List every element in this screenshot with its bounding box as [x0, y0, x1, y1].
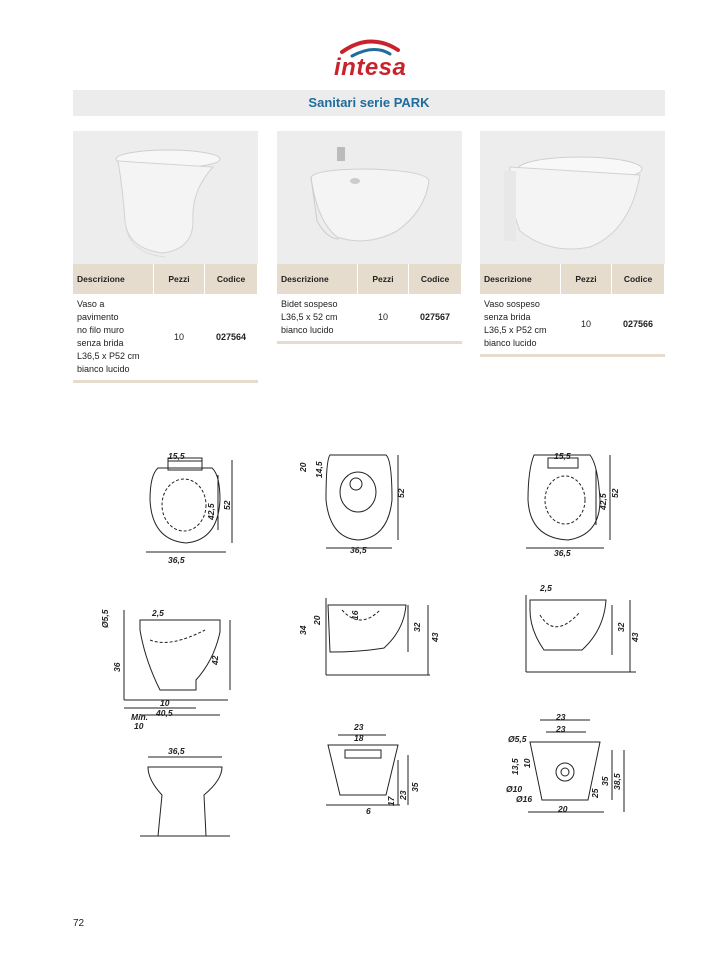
desc-line: Vaso a — [77, 299, 105, 309]
dim-label: 20 — [558, 804, 568, 814]
desc-line: bianco lucido — [281, 325, 334, 335]
dim-label: 10 — [160, 698, 170, 708]
dim-label: 43 — [430, 632, 440, 642]
header-codice: Codice — [205, 264, 258, 294]
dim-label: 43 — [630, 632, 640, 642]
dim-label: Ø16 — [516, 794, 533, 804]
product-codice: 027564 — [215, 331, 247, 342]
dim-label: 32 — [412, 622, 422, 632]
brand-logo: intesa — [334, 54, 407, 81]
dim-label: 23 — [354, 722, 364, 732]
page-title: Sanitari serie PARK — [308, 95, 430, 110]
product-codice: 027567 — [419, 312, 451, 322]
dim-label: 42 — [210, 655, 220, 665]
dim-label: 36,5 — [554, 548, 571, 558]
header-descrizione: Descrizione — [277, 264, 358, 294]
desc-line: L36,5 x 52 cm — [281, 312, 338, 322]
desc-line: bianco lucido — [484, 338, 537, 348]
header-pezzi: Pezzi — [154, 264, 205, 294]
dim-label: 10 — [522, 758, 532, 768]
desc-line: L36,5 x P52 cm — [77, 351, 140, 361]
dim-label: 35 — [410, 782, 420, 792]
dim-label: 23 — [556, 724, 566, 734]
dim-label: 36,5 — [350, 545, 367, 555]
dim-label: 16 — [350, 610, 360, 620]
dim-label: 23 — [398, 790, 408, 800]
dim-label: 20 — [298, 462, 308, 472]
dim-label: 17 — [386, 796, 396, 806]
desc-line: Bidet sospeso — [281, 299, 338, 309]
dim-label: 36,5 — [168, 555, 185, 565]
dim-label: Ø5,5 — [508, 734, 527, 744]
dim-label: 15,5 — [554, 451, 571, 461]
dim-label: 42,5 — [598, 493, 608, 510]
header-codice: Codice — [409, 264, 462, 294]
desc-line: pavimento — [77, 312, 119, 322]
dim-label: 23 — [556, 712, 566, 722]
header-codice: Codice — [612, 264, 665, 294]
dim-label: 13,5 — [510, 758, 520, 775]
dim-label: 18 — [354, 733, 364, 743]
dim-label: 52 — [222, 500, 232, 510]
desc-line: no filo muro — [77, 325, 125, 335]
dim-label: 42,5 — [206, 503, 216, 520]
dim-label: 36,5 — [168, 746, 185, 756]
dim-label: Ø5,5 — [100, 609, 110, 628]
product-codice: 027566 — [622, 318, 654, 329]
dim-label: 6 — [366, 806, 371, 816]
dim-label: 10 — [134, 721, 144, 731]
header-pezzi: Pezzi — [561, 264, 612, 294]
desc-line: senza brida — [484, 312, 531, 322]
dim-label: 35 — [600, 776, 610, 786]
dim-label: 34 — [298, 625, 308, 635]
dim-label: 52 — [610, 488, 620, 498]
dim-label: 2,5 — [152, 608, 164, 618]
dim-label: 40,5 — [156, 708, 173, 718]
header-descrizione: Descrizione — [480, 264, 561, 294]
dim-label: 32 — [616, 622, 626, 632]
dim-label: 15,5 — [168, 451, 185, 461]
dim-label: 20 — [312, 615, 322, 625]
dim-label: Min. — [131, 712, 148, 722]
header-descrizione: Descrizione — [73, 264, 154, 294]
dim-label: 14,5 — [314, 461, 324, 478]
dim-label: 25 — [590, 788, 600, 798]
header-pezzi: Pezzi — [358, 264, 409, 294]
product-pezzi: 10 — [173, 331, 184, 342]
desc-line: senza brida — [77, 338, 124, 348]
desc-line: bianco lucido — [77, 364, 130, 374]
dim-label: 38,5 — [612, 773, 622, 790]
product-pezzi: 10 — [377, 312, 388, 322]
desc-line: Vaso sospeso — [484, 299, 540, 309]
desc-line: L36,5 x P52 cm — [484, 325, 547, 335]
dim-label: 2,5 — [540, 583, 552, 593]
product-pezzi: 10 — [580, 318, 591, 329]
dim-label: 52 — [396, 488, 406, 498]
dim-label: Ø10 — [506, 784, 523, 794]
dim-label: 36 — [112, 662, 122, 672]
page-number: 72 — [73, 918, 85, 929]
